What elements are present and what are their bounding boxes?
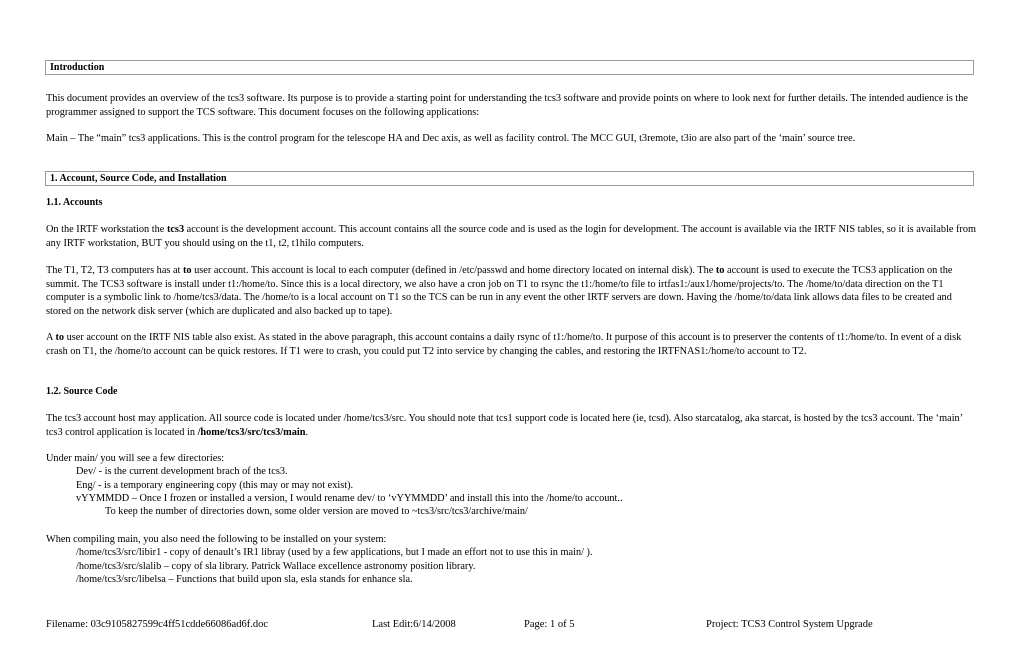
footer-page-number: Page: 1 of 5 [524,619,575,630]
list-item: vYYMMDD – Once I frozen or installed a version, I would rename dev/ to ‘vYYMMDD’ and install this into the /home/to account.. [76,493,623,504]
archive-note: To keep the number of directories down, some older version are moved to ~tcs3/src/tcs3/archive/main/ [105,506,528,517]
intro-paragraph-2: Main – The “main” tcs3 applications. This is the control program for the telescope HA and Dec axis, as well as facility control. The MCC GUI, t3remote, t3io are also part of the ‘main’ source tree. [46,133,856,144]
intro-heading-box [45,60,974,75]
source-code-heading: 1.2. Source Code [46,386,118,397]
under-main-text: Under main/ you will see a few directories: [46,453,225,464]
footer-last-edit: Last Edit:6/14/2008 [372,619,456,630]
compile-intro: When compiling main, you also need the following to be installed on your system: [46,534,387,545]
footer-project: Project: TCS3 Control System Upgrade [706,619,873,630]
accounts-heading: 1.1. Accounts [46,197,103,208]
footer-filename: Filename: 03c9105827599c4ff51cdde66086ad6f.doc [46,619,269,630]
section1-heading-box [45,171,974,186]
list-item: /home/tcs3/src/slalib – copy of sla library. Patrick Wallace excellence astronomy position library. [76,560,476,572]
section1-heading: 1. Account, Source Code, and Installation [50,173,227,184]
source-paragraph-1: The tcs3 account host may application. All source code is located under /home/tcs3/src. You should note that tcs1 support code is located here (ie, tcsd). Also starcatalog, aka starcat, is hosted by the tcs3 account. The ‘main’ tcs3 control application is located in /home/tcs3/src/tcs3/main. [46,413,963,438]
accounts-paragraph-1: On the IRTF workstation the tcs3 account is the development account. This account contains all the source code and is used as the login for development. The account is available via the IRTF NIS tables, so it is available from any IRTF workstation, BUT you should using on the t1, t2, t1hilo computers. [46,224,977,249]
intro-heading: Introduction [50,62,105,73]
library-list [46,546,1006,587]
list-item: Dev/ - is the current development brach of the tcs3. [76,466,288,477]
intro-paragraph-1: This document provides an overview of the tcs3 software. Its purpose is to provide a starting point for understanding the tcs3 software and provide points on where to look next for further details. The intended audience is the programmer assigned to support the TCS software. This document focuses on the following applications: [46,93,969,118]
list-item: /home/tcs3/src/libelsa – Functions that build upon sla, esla stands for enhance sla. [76,574,413,585]
directory-list [46,465,1006,506]
list-item: Eng/ - is a temporary engineering copy (this may or may not exist). [76,479,354,491]
accounts-paragraph-3: A to user account on the IRTF NIS table also exist. As stated in the above paragraph, this account contains a daily rsync of t1:/home/to. It purpose of this account is to preserver the contents of t1:/home/to. In event of a disk crash on T1, the /home/to account can be quick restores. If T1 were to crash, you could put T2 into service by changing the cables, and restoring the IRTFNAS1:/home/to account to T2. [46,332,962,357]
accounts-paragraph-2: The T1, T2, T3 computers has at to user account. This account is local to each computer (defined in /etc/passwd and home directory located on internal disk). The to account is used to execute the TCS3 application on the summit. The TCS3 software is install under t1:/home/to. Since this is a local directory, we also have a cron job on T1 to rsync the t1:/home/to file to irtfas1:/aux1/home/projects/to. The /home/to/data direction on the T1 computer is a symbolic link to /home/tcs3/data. The /home/to is a local account on T1 so the TCS can be run in any event the other IRTF servers are down. Having the /home/to/data link allows data files to be created and stored on the network disk server (which are duplicated and also backed up to tape). [46,265,953,317]
list-item: /home/tcs3/src/libir1 - copy of denault’s IR1 libray (used by a few applications, but I made an effort not to use this in main/ ). [76,547,593,558]
